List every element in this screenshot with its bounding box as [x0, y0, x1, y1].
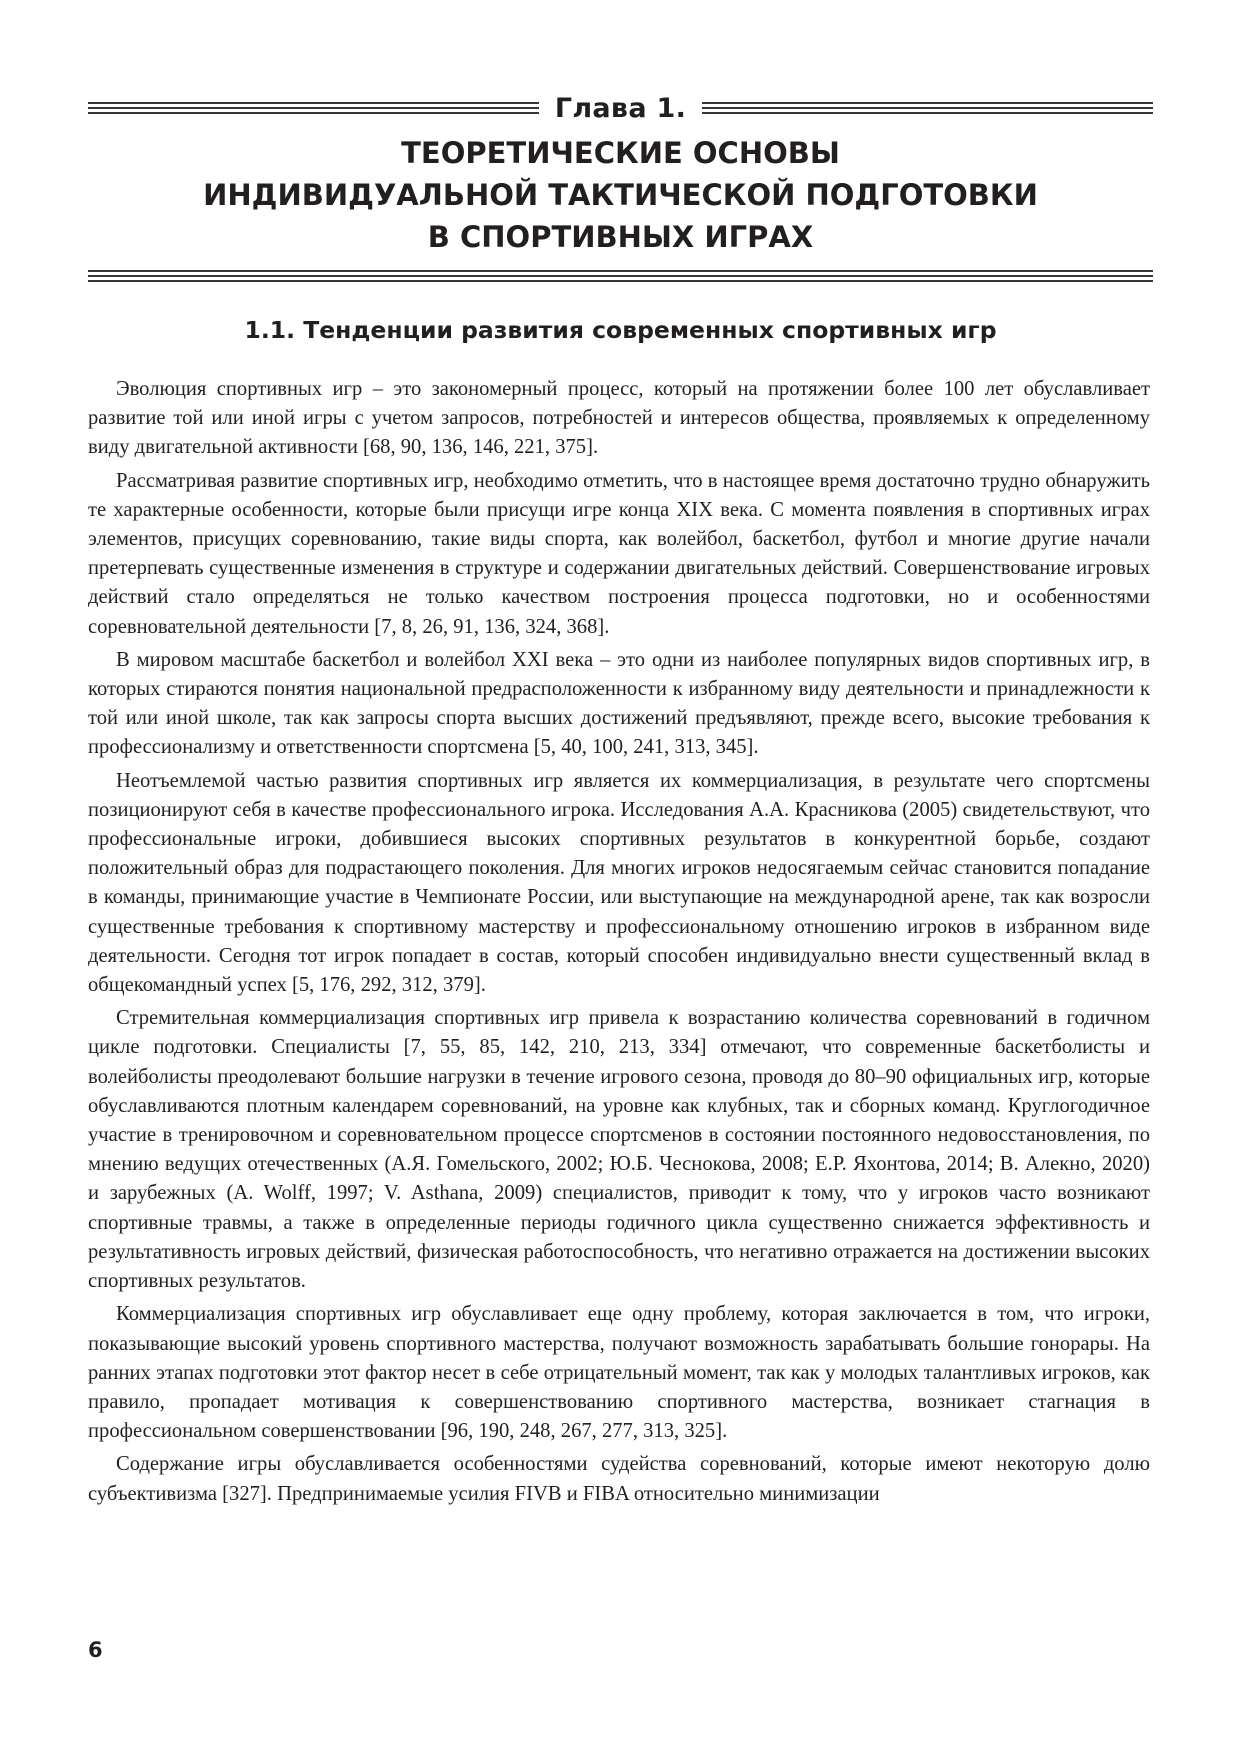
paragraph: Содержание игры обуславливается особенностями судейства соревнований, которые имеют некоторую долю субъективизма [327]. Предпринимаемые усилия FIVB и FIBA относительно минимизации	[88, 1453, 1150, 1505]
chapter-label-row	[88, 86, 1153, 130]
paragraph: В мировом масштабе баскетбол и волейбол XXI века – это одни из наиболее популярных видов спортивных игр, в которых стираются понятия национальной предрасположенности к избранному виду деятельности и принадлежности к той или иной школе, так как запросы спорта высших достижений предъявляют, прежде всего, высокие требования к профессионализму и ответственности спортсмена [5, 40, 100, 241, 313, 345].	[88, 648, 1150, 759]
left-double-rule	[88, 102, 539, 114]
section-title: 1.1. Тенденции развития современных спортивных игр	[244, 316, 997, 344]
paragraph: Рассматривая развитие спортивных игр, необходимо отметить, что в настоящее время достаточно трудно обнаружить те характерные особенности, которые были присущи игре конца XIX века. С момента появления в спортивных играх элементов, присущих соревнованию, такие виды спорта, как волейбол, баскетбол, футбол и многие другие начали претерпевать существенные изменения в структуре и содержании двигательных действий. Совершенствование игровых действий стало определяться не только качеством построения процесса подготовки, но и особенностями соревновательной деятельности [7, 8, 26, 91, 136, 324, 368].	[88, 469, 1150, 638]
paragraph: Эволюция спортивных игр – это закономерный процесс, который на протяжении более 100 лет обуславливает развитие той или иной игры с учетом запросов, потребностей и интересов общества, проявляемых к определенному виду двигательной активности [68, 90, 136, 146, 221, 375].	[88, 378, 1150, 459]
chapter-header	[88, 86, 1153, 282]
paragraph: Неотъемлемой частью развития спортивных игр является их коммерциализация, в результате чего спортсмены позиционируют себя в качестве профессионального игрока. Исследования А.А. Красникова (2005) свидетельствуют, что профессиональные игроки, добившиеся высоких спортивных результатов в конкурентной борьбе, создают положительный образ для подрастающего поколения. Для многих игроков недосягаемым сейчас становится попадание в команды, принимающие участие в Чемпионате России, или выступающие на международной арене, так как возросли существенные требования к спортивному мастерству и профессиональному отношению игроков в избранном виде деятельности. Сегодня тот игрок попадает в состав, который способен индивидуально внести существенный вклад в общекомандный успех [5, 176, 292, 312, 379].	[88, 769, 1150, 997]
chapter-bottom-rule	[88, 270, 1153, 282]
paragraph: Стремительная коммерциализация спортивных игр привела к возрастанию количества соревнований в годичном цикле подготовки. Специалисты [7, 55, 85, 142, 210, 213, 334] отмечают, что современные баскетболисты и волейболисты преодолевают большие нагрузки в течение игрового сезона, проводя до 80–90 официальных игр, которые обуславливаются плотным календарем соревнований, на уровне как клубных, так и сборных команд. Круглогодичное участие в тренировочном и соревновательном процессе спортсменов в состоянии постоянного недовосстановления, по мнению ведущих отечественных (А.Я. Гомельского, 2002; Ю.Б. Чеснокова, 2008; Е.Р. Яхонтова, 2014; В. Алекно, 2020) и зарубежных (A. Wolff, 1997; V. Asthana, 2009) специалистов, приводит к тому, что у игроков часто возникают спортивные травмы, а также в определенные периоды годичного цикла существенно снижается эффективность и результативность игровых действий, физическая работоспособность, что негативно отражается на достижении высоких спортивных результатов.	[88, 1007, 1150, 1293]
paragraph: Коммерциализация спортивных игр обуславливает еще одну проблему, которая заключается в том, что игроки, показывающие высокий уровень спортивного мастерства, получают возможность зарабатывать большие гонорары. На ранних этапах подготовки этот фактор несет в себе отрицательный момент, так как у молодых талантливых игроков, как правило, пропадает мотивация к совершенствованию спортивного мастерства, возникает стагнация в профессиональном совершенствовании [96, 190, 248, 267, 277, 313, 325].	[88, 1303, 1150, 1443]
chapter-title-line: В СПОРТИВНЫХ ИГРАХ	[427, 220, 814, 254]
page-number: 6	[88, 1638, 103, 1662]
chapter-label: Глава 1.	[554, 92, 687, 124]
chapter-title-line: ТЕОРЕТИЧЕСКИЕ ОСНОВЫ	[401, 136, 840, 170]
chapter-title-line: ИНДИВИДУАЛЬНОЙ ТАКТИЧЕСКОЙ ПОДГОТОВКИ	[203, 178, 1038, 212]
chapter-title	[88, 132, 1153, 258]
body-text	[88, 375, 1150, 1513]
right-double-rule	[702, 102, 1153, 114]
